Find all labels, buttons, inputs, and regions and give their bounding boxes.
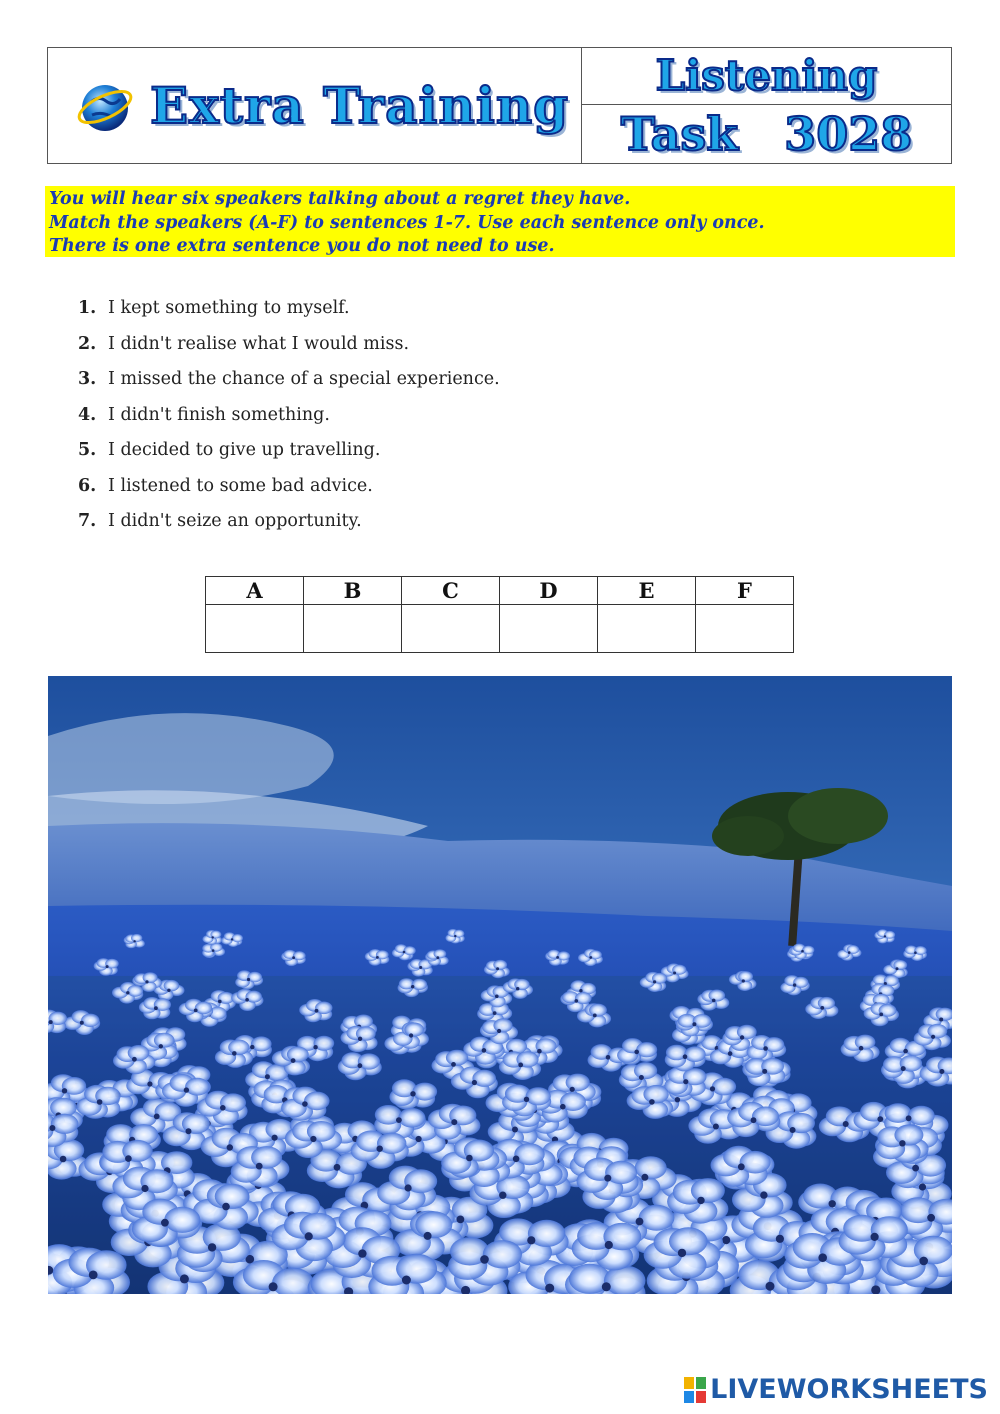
answer-cell-d[interactable] [500, 605, 598, 653]
brand-cell [48, 48, 582, 163]
item-text: I decided to give up travelling. [108, 440, 381, 460]
list-item [78, 298, 500, 334]
list-item [78, 511, 500, 547]
instruction-line: You will hear six speakers talking about a regret they have. [49, 189, 631, 209]
item-text: I missed the chance of a special experience. [108, 369, 500, 389]
item-number: 7. [78, 511, 97, 531]
item-number: 4. [78, 404, 97, 425]
instructions-box [45, 186, 955, 257]
speaker-header: F [696, 577, 794, 605]
answer-table [205, 576, 794, 653]
item-text: I didn't seize an opportunity. [108, 511, 362, 531]
answer-input-row [206, 605, 794, 653]
item-number: 6. [78, 475, 97, 496]
liveworksheets-wordmark: LIVEWORKSHEETS [710, 1374, 988, 1405]
liveworksheets-logo [684, 1374, 988, 1405]
speaker-header: E [598, 577, 696, 605]
item-number: 5. [78, 440, 97, 460]
list-item [78, 440, 500, 476]
answer-header-row [206, 577, 794, 605]
answer-cell-e[interactable] [598, 605, 696, 653]
flower-field-photo [48, 676, 952, 1294]
list-item [78, 476, 500, 512]
list-item [78, 405, 500, 441]
list-item [78, 334, 500, 370]
liveworksheets-mark-icon [684, 1377, 706, 1403]
list-item [78, 369, 500, 405]
instruction-line: Match the speakers (A-F) to sentences 1-7. Use each sentence only once. [49, 212, 765, 233]
answer-cell-a[interactable] [206, 605, 304, 653]
section-label: Listening [582, 48, 951, 105]
item-number: 1. [78, 298, 97, 318]
speaker-header: D [500, 577, 598, 605]
flower [448, 1237, 522, 1286]
globe-logo-icon [76, 77, 134, 135]
sentence-list [78, 298, 500, 547]
item-number: 3. [78, 369, 97, 389]
flower [445, 929, 464, 944]
item-number: 2. [78, 333, 97, 354]
item-text: I listened to some bad advice. [108, 475, 373, 496]
answer-cell-c[interactable] [402, 605, 500, 653]
flower [876, 1125, 929, 1163]
speaker-header: A [206, 577, 304, 605]
answer-cell-f[interactable] [696, 605, 794, 653]
task-number: Task 3028 [620, 107, 913, 161]
item-text: I didn't realise what I would miss. [108, 333, 410, 354]
instruction-line: There is one extra sentence you do not need to use. [49, 236, 555, 256]
worksheet-header [47, 47, 952, 164]
speaker-header: B [304, 577, 402, 605]
brand-title: Extra Training [150, 75, 570, 135]
item-text: I didn't finish something. [108, 404, 330, 425]
answer-cell-b[interactable] [304, 605, 402, 653]
item-text: I kept something to myself. [108, 298, 350, 318]
task-cell [582, 48, 951, 163]
flower [124, 934, 145, 948]
flower [389, 1079, 437, 1109]
speaker-header: C [402, 577, 500, 605]
